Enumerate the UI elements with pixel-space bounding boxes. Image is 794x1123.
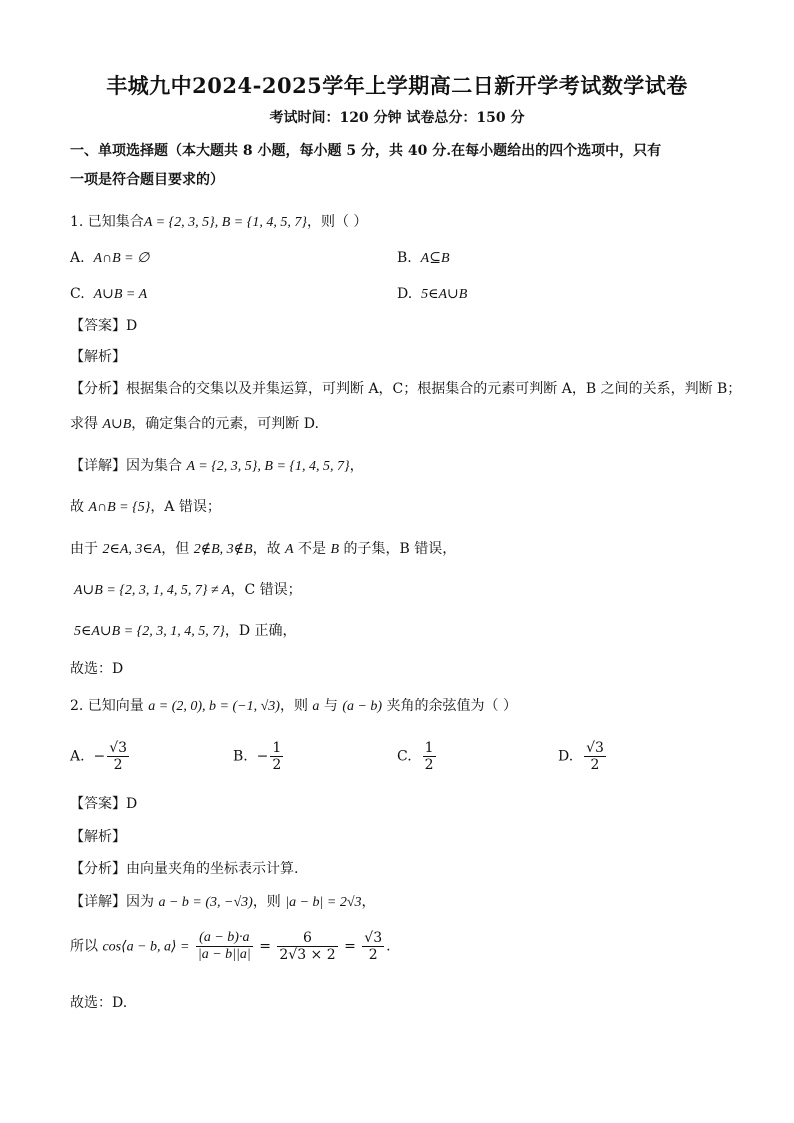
- option-label: A.: [70, 748, 85, 765]
- numerator: (a − b)·a: [196, 930, 253, 947]
- exam-info: 考试时间：120 分钟 试卷总分：150 分: [269, 110, 525, 126]
- text: ，A 错误；: [150, 499, 221, 515]
- q1-option-d: [397, 284, 467, 305]
- math: A∪B = {2, 3, 1, 4, 5, 7} ≠ A: [74, 583, 231, 598]
- q1-stem-prefix: 1. 已知集合: [70, 214, 144, 230]
- q1-detail: [70, 456, 364, 477]
- math: |a − b| = 2√3: [285, 895, 362, 910]
- math: 2∉B, 3∉B: [193, 542, 253, 557]
- option-label: C.: [397, 748, 412, 765]
- q1-line-b: [70, 539, 456, 560]
- fraction: [107, 740, 129, 773]
- equals: =: [344, 938, 356, 955]
- q1-analysis-line2: [70, 414, 319, 435]
- text: 【详解】因为集合: [70, 458, 187, 474]
- denominator: |a − b||a|: [197, 947, 251, 962]
- sign: −: [256, 748, 269, 765]
- math: A = {2, 3, 5}, B = {1, 4, 5, 7}: [186, 459, 350, 474]
- q2-answer: 【答案】D: [70, 796, 138, 812]
- q1-line-c: [74, 580, 302, 601]
- text: ，: [349, 458, 364, 474]
- section-heading-line2: 一项是符合题目要求的）: [70, 172, 224, 188]
- math: (a − b): [342, 699, 383, 714]
- text: 所以: [70, 938, 103, 955]
- fraction: [423, 740, 436, 773]
- denominator: 2: [590, 757, 600, 773]
- option-label: B.: [397, 250, 412, 266]
- denominator: 2: [424, 757, 434, 773]
- math: A: [285, 542, 294, 557]
- period: .: [386, 938, 391, 955]
- text: ，确定集合的元素，可判断 D.: [131, 416, 319, 432]
- q2-so-line: [70, 930, 391, 963]
- text: ，C 错误；: [230, 582, 302, 598]
- q1-jiexi: 【解析】: [70, 349, 126, 365]
- numerator: 1: [272, 740, 282, 756]
- denominator: 2: [368, 947, 378, 963]
- numerator: 1: [424, 740, 434, 756]
- q1-stem: [70, 212, 367, 233]
- text: ，则: [252, 894, 286, 910]
- option-math: A∩B = ∅: [93, 251, 150, 266]
- option-label: C.: [70, 286, 85, 302]
- q1-analysis-line1: 【分析】根据集合的交集以及并集运算，可判断 A，C；根据集合的元素可判断 A，B 之间的关系，判断 B；: [70, 381, 742, 397]
- denominator: 2: [272, 757, 282, 773]
- q2-option-d: [558, 740, 608, 773]
- page-title: 丰城九中2024-2025学年上学期高二日新开学考试数学试卷: [106, 73, 688, 98]
- math: 2∈A, 3∈A: [102, 542, 162, 557]
- fraction: [277, 930, 337, 963]
- text: 不是: [293, 541, 331, 557]
- text: ，故: [252, 541, 286, 557]
- equals: =: [259, 938, 271, 955]
- numerator: √3: [109, 740, 128, 756]
- q1-line-a: [70, 497, 221, 518]
- fraction: [584, 740, 606, 773]
- math: a = (2, 0), b = (−1, √3): [148, 699, 280, 714]
- text: 2. 已知向量: [70, 698, 149, 714]
- math: B: [330, 542, 340, 557]
- math: 5∈A∪B = {2, 3, 1, 4, 5, 7}: [74, 624, 225, 639]
- numerator: √3: [586, 740, 604, 756]
- q1-stem-suffix: ，则（ ）: [306, 214, 368, 230]
- numerator: 6: [277, 930, 337, 947]
- text: ，D 正确，: [224, 623, 297, 639]
- q2-jiexi: 【解析】: [70, 829, 126, 845]
- q1-choose: 故选：D: [70, 661, 124, 677]
- fraction: [362, 930, 384, 963]
- q1-option-c: [70, 284, 147, 305]
- text: 与: [319, 698, 343, 714]
- q2-option-a: [70, 740, 131, 773]
- text: 故: [70, 499, 89, 515]
- sign: −: [93, 748, 106, 765]
- denominator: 2: [113, 757, 123, 773]
- q2-choose: 故选：D.: [70, 995, 128, 1011]
- math: cos⟨a − b, a⟩ =: [102, 939, 190, 955]
- text: 夹角的余弦值为（ ）: [382, 698, 517, 714]
- text: ，则: [279, 698, 313, 714]
- option-math: A⊆B: [420, 251, 450, 266]
- option-math: 5∈A∪B: [421, 287, 468, 302]
- fraction: [270, 740, 283, 773]
- text: ，: [361, 894, 376, 910]
- q2-stem: [70, 696, 517, 717]
- q1-line-d: [74, 621, 297, 642]
- text: 【详解】因为: [70, 894, 159, 910]
- q2-analysis: 【分析】由向量夹角的坐标表示计算.: [70, 861, 299, 877]
- option-label: A.: [70, 250, 85, 266]
- numerator: √3: [364, 930, 383, 946]
- q2-option-b: [233, 740, 285, 773]
- text: 求得: [70, 416, 103, 432]
- q1-stem-math: A = {2, 3, 5}, B = {1, 4, 5, 7}: [143, 215, 307, 230]
- q1-option-b: [397, 248, 450, 269]
- math: A∪B: [102, 417, 132, 432]
- q1-answer: 【答案】D: [70, 318, 138, 334]
- option-label: B.: [233, 748, 248, 765]
- q2-option-c: [397, 740, 438, 773]
- option-label: D.: [558, 748, 574, 765]
- fraction: [196, 930, 253, 963]
- math: a − b = (3, −√3): [158, 895, 253, 910]
- option-math: A∪B = A: [93, 287, 148, 302]
- option-label: D.: [397, 286, 413, 302]
- q2-detail: [70, 892, 376, 913]
- q1-option-a: [70, 248, 149, 269]
- text: 由于: [70, 541, 103, 557]
- math: A∩B = {5}: [88, 500, 151, 515]
- section-heading-line1: 一、单项选择题（本大题共 8 小题，每小题 5 分，共 40 分.在每小题给出的四个选项中，只有: [70, 143, 662, 159]
- math: a: [312, 699, 320, 714]
- text: 的子集，B 错误，: [339, 541, 457, 557]
- denominator: 2√3 × 2: [279, 947, 336, 963]
- text: ，但: [161, 541, 194, 557]
